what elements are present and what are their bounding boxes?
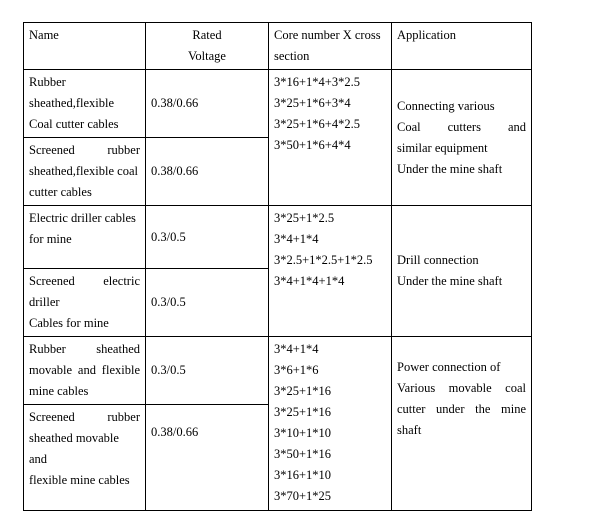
- rated-voltage-value: 0.38/0.66: [151, 96, 199, 110]
- cable-name-line: flexible mine cables: [29, 473, 130, 487]
- header-application: [392, 23, 532, 70]
- application: [392, 337, 532, 511]
- rated-voltage: [146, 138, 269, 206]
- rated-voltage: [146, 337, 269, 405]
- application-line: Drill connection: [397, 253, 479, 267]
- application-line: cutter under the mine: [397, 402, 526, 416]
- table-row: [24, 70, 532, 138]
- cable-spec-table: [23, 22, 532, 511]
- cable-name-line: sheathed,flexible: [29, 96, 115, 110]
- core-section-value: 3*2.5+1*2.5+1*2.5: [274, 253, 373, 267]
- core-section-value: 3*4+1*4+1*4: [274, 274, 345, 288]
- application-line: Under the mine shaft: [397, 161, 503, 176]
- header-voltage: [146, 23, 269, 70]
- application-line: Power connection of: [397, 360, 501, 374]
- header-voltage-line-1: Rated: [192, 28, 222, 42]
- cable-name-line: Rubber: [29, 75, 66, 89]
- core-section-value: 3*4+1*4: [274, 342, 319, 356]
- cable-name-line: cutter cables: [29, 185, 92, 199]
- cable-name: [24, 405, 146, 511]
- header-application-text: Application: [397, 28, 457, 42]
- rated-voltage: [146, 206, 269, 269]
- core-section-value: 3*25+1*6+4*2.5: [274, 117, 360, 131]
- cable-name-line: movable and flexible: [29, 363, 140, 377]
- core-sections: [269, 70, 392, 206]
- cable-name-line: Rubber sheathed: [29, 342, 140, 356]
- application-line: Connecting various: [397, 98, 495, 113]
- cable-name-line: driller: [29, 295, 60, 309]
- core-section-value: 3*25+1*16: [274, 405, 332, 419]
- application-line: Various movable coal: [397, 381, 526, 395]
- header-row: [24, 23, 532, 70]
- application-line: similar equipment: [397, 140, 488, 155]
- header-core-line-2: section: [274, 49, 310, 63]
- header-core: [269, 23, 392, 70]
- core-section-value: 3*70+1*25: [274, 489, 332, 503]
- rated-voltage: [146, 70, 269, 138]
- core-section-value: 3*4+1*4: [274, 232, 319, 246]
- rated-voltage-value: 0.3/0.5: [151, 295, 186, 309]
- rated-voltage-value: 0.38/0.66: [151, 425, 199, 439]
- core-sections: [269, 206, 392, 337]
- core-section-value: 3*10+1*10: [274, 426, 332, 440]
- cable-name: [24, 70, 146, 138]
- application-line: Coal cutters and: [397, 119, 526, 134]
- core-section-value: 3*50+1*16: [274, 447, 332, 461]
- cable-name: [24, 337, 146, 405]
- cable-name-line: Screened rubber: [29, 143, 140, 157]
- application-line: Under the mine shaft: [397, 274, 503, 288]
- cable-name: [24, 269, 146, 337]
- core-section-value: 3*25+1*16: [274, 384, 332, 398]
- core-sections: [269, 337, 392, 511]
- rated-voltage-value: 0.3/0.5: [151, 363, 186, 377]
- header-name: [24, 23, 146, 70]
- core-section-value: 3*25+1*6+3*4: [274, 96, 351, 110]
- cable-name-line: for mine: [29, 232, 72, 246]
- header-name-text: Name: [29, 28, 59, 42]
- cable-name-line: Cables for mine: [29, 316, 109, 330]
- application: [392, 206, 532, 337]
- cable-name-line: Screened rubber: [29, 410, 140, 424]
- header-core-line-1: Core number X cross: [274, 28, 381, 42]
- rated-voltage: [146, 405, 269, 511]
- cable-name-line: sheathed,flexible coal: [29, 164, 138, 178]
- core-section-value: 3*16+1*10: [274, 468, 332, 482]
- cable-name-line: Screened electric: [29, 274, 140, 288]
- table-row: [24, 206, 532, 269]
- core-section-value: 3*6+1*6: [274, 363, 319, 377]
- application-line: shaft: [397, 423, 422, 437]
- cable-name-line: mine cables: [29, 384, 89, 398]
- rated-voltage: [146, 269, 269, 337]
- table-row: [24, 337, 532, 405]
- application: [392, 70, 532, 206]
- header-voltage-line-2: Voltage: [188, 49, 226, 63]
- cable-name-line: sheathed movable and: [29, 431, 119, 466]
- core-section-value: 3*16+1*4+3*2.5: [274, 75, 360, 89]
- rated-voltage-value: 0.38/0.66: [151, 164, 199, 178]
- cable-name: [24, 206, 146, 269]
- cable-name-line: Electric driller cables: [29, 211, 136, 225]
- core-section-value: 3*25+1*2.5: [274, 211, 335, 225]
- core-section-value: 3*50+1*6+4*4: [274, 138, 351, 152]
- rated-voltage-value: 0.3/0.5: [151, 229, 186, 244]
- cable-name: [24, 138, 146, 206]
- cable-name-line: Coal cutter cables: [29, 117, 119, 131]
